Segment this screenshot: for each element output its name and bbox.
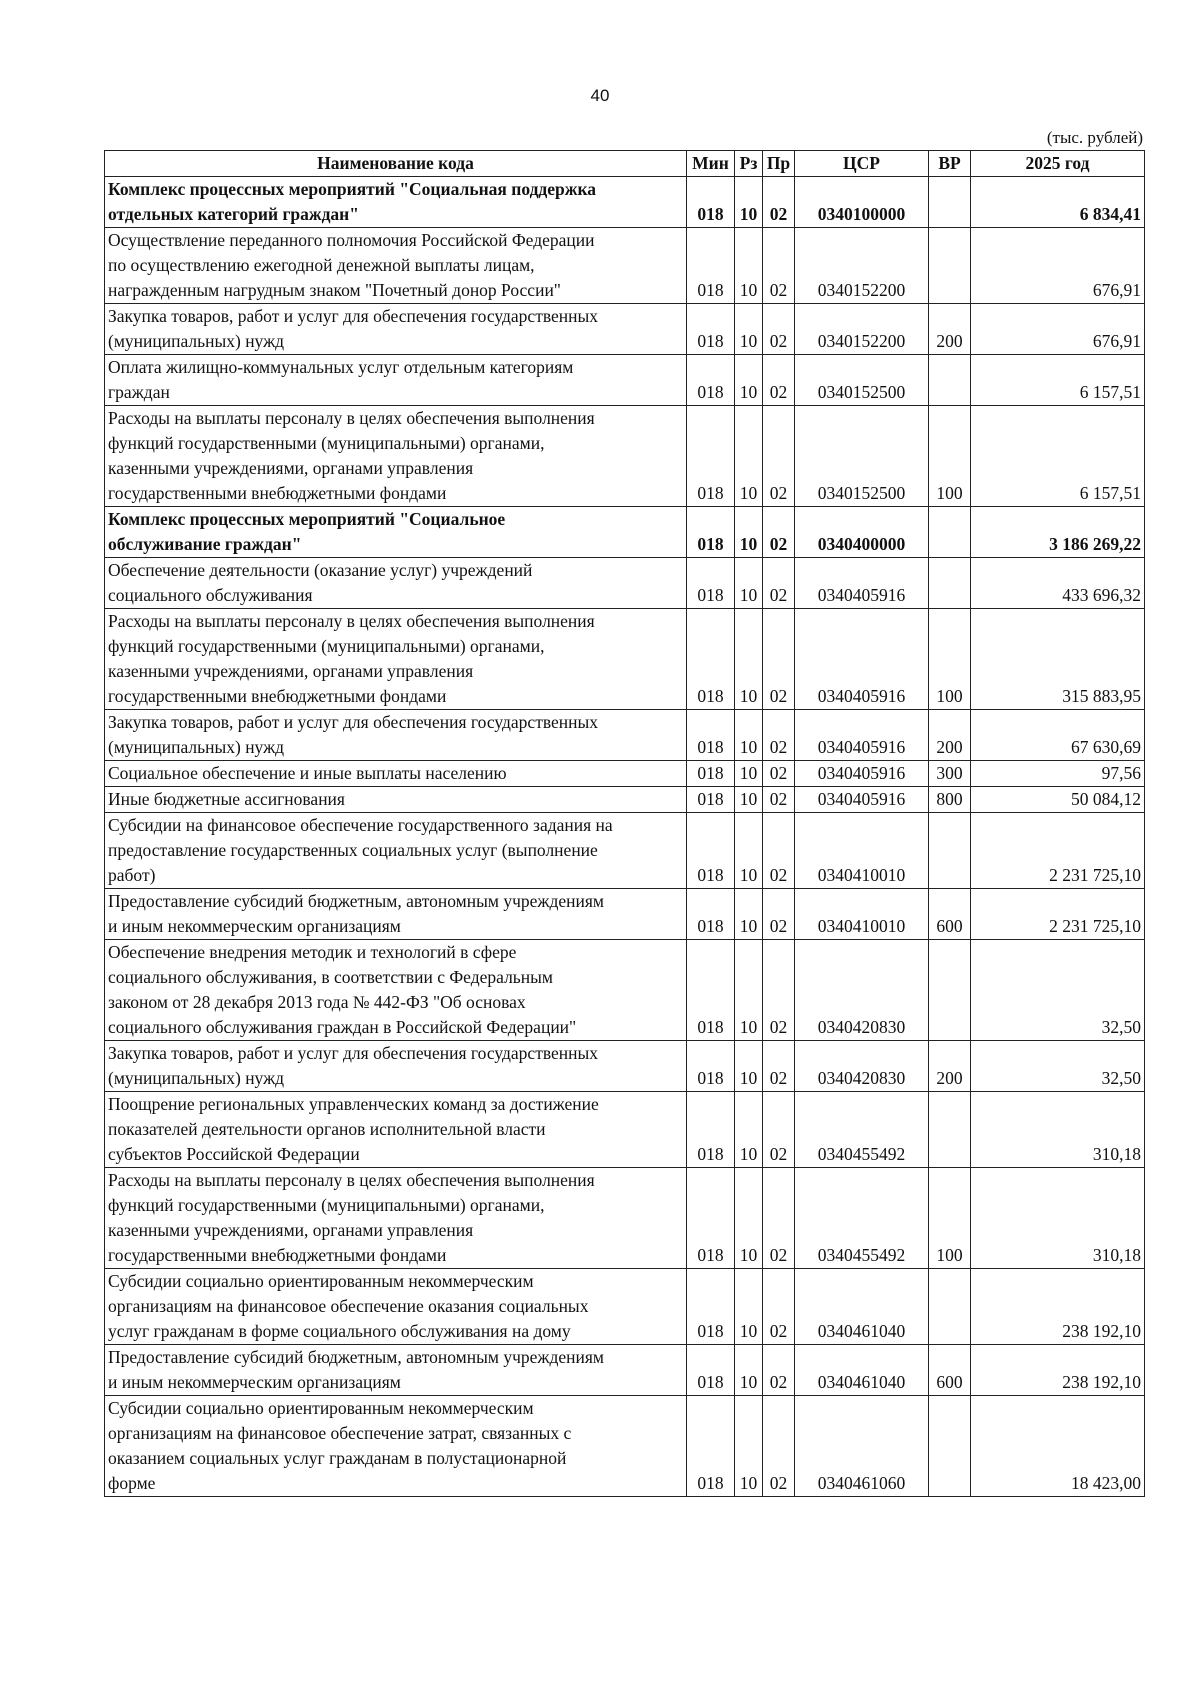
table-row <box>105 177 1145 228</box>
cell-pr: 02 <box>763 1041 795 1092</box>
cell-csr: 0340461060 <box>795 1396 929 1497</box>
cell-csr: 0340405916 <box>795 558 929 609</box>
cell-vr <box>929 1092 971 1168</box>
cell-vr: 100 <box>929 609 971 710</box>
cell-csr: 0340405916 <box>795 609 929 710</box>
cell-rz: 10 <box>735 889 763 940</box>
cell-amount: 676,91 <box>971 304 1145 355</box>
cell-vr: 300 <box>929 761 971 787</box>
cell-min: 018 <box>687 787 735 813</box>
cell-pr: 02 <box>763 710 795 761</box>
cell-amount: 32,50 <box>971 940 1145 1041</box>
cell-name: Иные бюджетные ассигнования <box>105 787 687 813</box>
cell-csr: 0340100000 <box>795 177 929 228</box>
cell-name: Обеспечение деятельности (оказание услуг) учреждений социального обслуживания <box>105 558 687 609</box>
cell-pr: 02 <box>763 507 795 558</box>
cell-rz: 10 <box>735 228 763 304</box>
cell-pr: 02 <box>763 177 795 228</box>
cell-vr <box>929 355 971 406</box>
cell-min: 018 <box>687 889 735 940</box>
cell-min: 018 <box>687 355 735 406</box>
cell-csr: 0340455492 <box>795 1168 929 1269</box>
cell-min: 018 <box>687 1092 735 1168</box>
cell-vr: 800 <box>929 787 971 813</box>
table-row <box>105 813 1145 889</box>
cell-name: Расходы на выплаты персоналу в целях обеспечения выполнения функций государственными (муниципальными) органами, казенными учреждениями, органами управления государственными внебюджетными фондами <box>105 609 687 710</box>
cell-csr: 0340455492 <box>795 1092 929 1168</box>
cell-rz: 10 <box>735 1269 763 1345</box>
cell-vr: 600 <box>929 889 971 940</box>
cell-name: Расходы на выплаты персоналу в целях обеспечения выполнения функций государственными (муниципальными) органами, казенными учреждениями, органами управления государственными внебюджетными фондами <box>105 1168 687 1269</box>
cell-min: 018 <box>687 406 735 507</box>
header-pr: Пр <box>763 151 795 177</box>
table-row <box>105 710 1145 761</box>
cell-name: Закупка товаров, работ и услуг для обеспечения государственных (муниципальных) нужд <box>105 1041 687 1092</box>
cell-vr: 100 <box>929 406 971 507</box>
cell-pr: 02 <box>763 1092 795 1168</box>
cell-min: 018 <box>687 1396 735 1497</box>
cell-pr: 02 <box>763 787 795 813</box>
cell-csr: 0340405916 <box>795 761 929 787</box>
cell-vr: 200 <box>929 710 971 761</box>
cell-min: 018 <box>687 1168 735 1269</box>
cell-csr: 0340405916 <box>795 710 929 761</box>
table-row <box>105 228 1145 304</box>
cell-name: Социальное обеспечение и иные выплаты населению <box>105 761 687 787</box>
cell-amount: 2 231 725,10 <box>971 813 1145 889</box>
header-row <box>105 151 1145 177</box>
cell-pr: 02 <box>763 609 795 710</box>
cell-min: 018 <box>687 813 735 889</box>
cell-amount: 2 231 725,10 <box>971 889 1145 940</box>
cell-vr <box>929 940 971 1041</box>
cell-amount: 315 883,95 <box>971 609 1145 710</box>
table-row <box>105 787 1145 813</box>
cell-amount: 97,56 <box>971 761 1145 787</box>
table-row <box>105 304 1145 355</box>
cell-csr: 0340400000 <box>795 507 929 558</box>
cell-amount: 433 696,32 <box>971 558 1145 609</box>
table-row <box>105 1092 1145 1168</box>
cell-vr <box>929 558 971 609</box>
table-row <box>105 355 1145 406</box>
cell-min: 018 <box>687 609 735 710</box>
cell-vr <box>929 813 971 889</box>
cell-csr: 0340405916 <box>795 787 929 813</box>
table-body <box>105 177 1145 1497</box>
table-row <box>105 558 1145 609</box>
cell-vr <box>929 1269 971 1345</box>
cell-pr: 02 <box>763 1269 795 1345</box>
cell-min: 018 <box>687 761 735 787</box>
table-row <box>105 1269 1145 1345</box>
cell-pr: 02 <box>763 1396 795 1497</box>
cell-name: Комплекс процессных мероприятий "Социальная поддержка отдельных категорий граждан" <box>105 177 687 228</box>
cell-csr: 0340152500 <box>795 406 929 507</box>
cell-min: 018 <box>687 1041 735 1092</box>
cell-name: Расходы на выплаты персоналу в целях обеспечения выполнения функций государственными (муниципальными) органами, казенными учреждениями, органами управления государственными внебюджетными фондами <box>105 406 687 507</box>
cell-pr: 02 <box>763 355 795 406</box>
cell-vr: 600 <box>929 1345 971 1396</box>
cell-csr: 0340410010 <box>795 889 929 940</box>
cell-vr <box>929 228 971 304</box>
table-row <box>105 1396 1145 1497</box>
table-row <box>105 940 1145 1041</box>
cell-rz: 10 <box>735 609 763 710</box>
cell-amount: 6 157,51 <box>971 406 1145 507</box>
table-row <box>105 889 1145 940</box>
cell-rz: 10 <box>735 1345 763 1396</box>
cell-rz: 10 <box>735 406 763 507</box>
cell-rz: 10 <box>735 355 763 406</box>
cell-min: 018 <box>687 710 735 761</box>
cell-csr: 0340152200 <box>795 304 929 355</box>
cell-amount: 67 630,69 <box>971 710 1145 761</box>
cell-amount: 50 084,12 <box>971 787 1145 813</box>
cell-name: Осуществление переданного полномочия Российской Федерации по осуществлению ежегодной денежной выплаты лицам, награжденным нагрудным знаком "Почетный донор России" <box>105 228 687 304</box>
cell-rz: 10 <box>735 787 763 813</box>
header-min: Мин <box>687 151 735 177</box>
cell-csr: 0340420830 <box>795 1041 929 1092</box>
cell-rz: 10 <box>735 1396 763 1497</box>
cell-pr: 02 <box>763 889 795 940</box>
cell-name: Оплата жилищно-коммунальных услуг отдельным категориям граждан <box>105 355 687 406</box>
cell-min: 018 <box>687 1345 735 1396</box>
cell-name: Субсидии социально ориентированным некоммерческим организациям на финансовое обеспечение оказания социальных услуг гражданам в форме социального обслуживания на дому <box>105 1269 687 1345</box>
cell-pr: 02 <box>763 813 795 889</box>
cell-amount: 310,18 <box>971 1092 1145 1168</box>
cell-rz: 10 <box>735 710 763 761</box>
cell-name: Поощрение региональных управленческих команд за достижение показателей деятельности органов исполнительной власти субъектов Российской Федерации <box>105 1092 687 1168</box>
header-vr: ВР <box>929 151 971 177</box>
cell-rz: 10 <box>735 761 763 787</box>
cell-pr: 02 <box>763 304 795 355</box>
cell-vr <box>929 507 971 558</box>
cell-amount: 18 423,00 <box>971 1396 1145 1497</box>
cell-pr: 02 <box>763 761 795 787</box>
cell-pr: 02 <box>763 1168 795 1269</box>
units-note: (тыс. рублей) <box>1046 128 1143 147</box>
table-row <box>105 1041 1145 1092</box>
cell-name: Закупка товаров, работ и услуг для обеспечения государственных (муниципальных) нужд <box>105 304 687 355</box>
cell-pr: 02 <box>763 940 795 1041</box>
cell-pr: 02 <box>763 406 795 507</box>
cell-pr: 02 <box>763 228 795 304</box>
cell-rz: 10 <box>735 177 763 228</box>
cell-vr <box>929 177 971 228</box>
cell-name: Субсидии социально ориентированным некоммерческим организациям на финансовое обеспечение затрат, связанных с оказанием социальных услуг гражданам в полустационарной форме <box>105 1396 687 1497</box>
cell-rz: 10 <box>735 558 763 609</box>
cell-vr <box>929 1396 971 1497</box>
cell-rz: 10 <box>735 1041 763 1092</box>
cell-amount: 310,18 <box>971 1168 1145 1269</box>
cell-csr: 0340410010 <box>795 813 929 889</box>
cell-min: 018 <box>687 228 735 304</box>
header-csr: ЦСР <box>795 151 929 177</box>
cell-amount: 676,91 <box>971 228 1145 304</box>
cell-min: 018 <box>687 558 735 609</box>
cell-name: Комплекс процессных мероприятий "Социальное обслуживание граждан" <box>105 507 687 558</box>
cell-csr: 0340461040 <box>795 1345 929 1396</box>
cell-min: 018 <box>687 507 735 558</box>
cell-csr: 0340152200 <box>795 228 929 304</box>
cell-rz: 10 <box>735 940 763 1041</box>
table-row <box>105 1168 1145 1269</box>
cell-csr: 0340420830 <box>795 940 929 1041</box>
cell-rz: 10 <box>735 1092 763 1168</box>
table-header <box>105 151 1145 177</box>
cell-rz: 10 <box>735 507 763 558</box>
page-number: 40 <box>590 86 610 105</box>
table-row <box>105 1345 1145 1396</box>
cell-pr: 02 <box>763 558 795 609</box>
cell-name: Предоставление субсидий бюджетным, автономным учреждениям и иным некоммерческим организациям <box>105 1345 687 1396</box>
cell-name: Обеспечение внедрения методик и технологий в сфере социального обслуживания, в соответствии с Федеральным законом от 28 декабря 2013 года № 442-ФЗ "Об основах социального обслуживания граждан в Российской Федерации" <box>105 940 687 1041</box>
cell-min: 018 <box>687 1269 735 1345</box>
table-row <box>105 406 1145 507</box>
cell-rz: 10 <box>735 304 763 355</box>
cell-amount: 6 157,51 <box>971 355 1145 406</box>
cell-rz: 10 <box>735 813 763 889</box>
cell-min: 018 <box>687 177 735 228</box>
cell-amount: 3 186 269,22 <box>971 507 1145 558</box>
cell-amount: 238 192,10 <box>971 1269 1145 1345</box>
table-row <box>105 507 1145 558</box>
cell-name: Предоставление субсидий бюджетным, автономным учреждениям и иным некоммерческим организациям <box>105 889 687 940</box>
cell-pr: 02 <box>763 1345 795 1396</box>
cell-amount: 6 834,41 <box>971 177 1145 228</box>
header-name: Наименование кода <box>105 151 687 177</box>
cell-csr: 0340461040 <box>795 1269 929 1345</box>
cell-vr: 200 <box>929 304 971 355</box>
cell-name: Закупка товаров, работ и услуг для обеспечения государственных (муниципальных) нужд <box>105 710 687 761</box>
budget-table <box>104 150 1145 1497</box>
cell-csr: 0340152500 <box>795 355 929 406</box>
cell-amount: 32,50 <box>971 1041 1145 1092</box>
cell-min: 018 <box>687 940 735 1041</box>
header-rz: Рз <box>735 151 763 177</box>
cell-rz: 10 <box>735 1168 763 1269</box>
table-row <box>105 609 1145 710</box>
cell-name: Субсидии на финансовое обеспечение государственного задания на предоставление государственных социальных услуг (выполнение работ) <box>105 813 687 889</box>
cell-vr: 100 <box>929 1168 971 1269</box>
cell-vr: 200 <box>929 1041 971 1092</box>
table-row <box>105 761 1145 787</box>
header-year: 2025 год <box>971 151 1145 177</box>
cell-min: 018 <box>687 304 735 355</box>
cell-amount: 238 192,10 <box>971 1345 1145 1396</box>
